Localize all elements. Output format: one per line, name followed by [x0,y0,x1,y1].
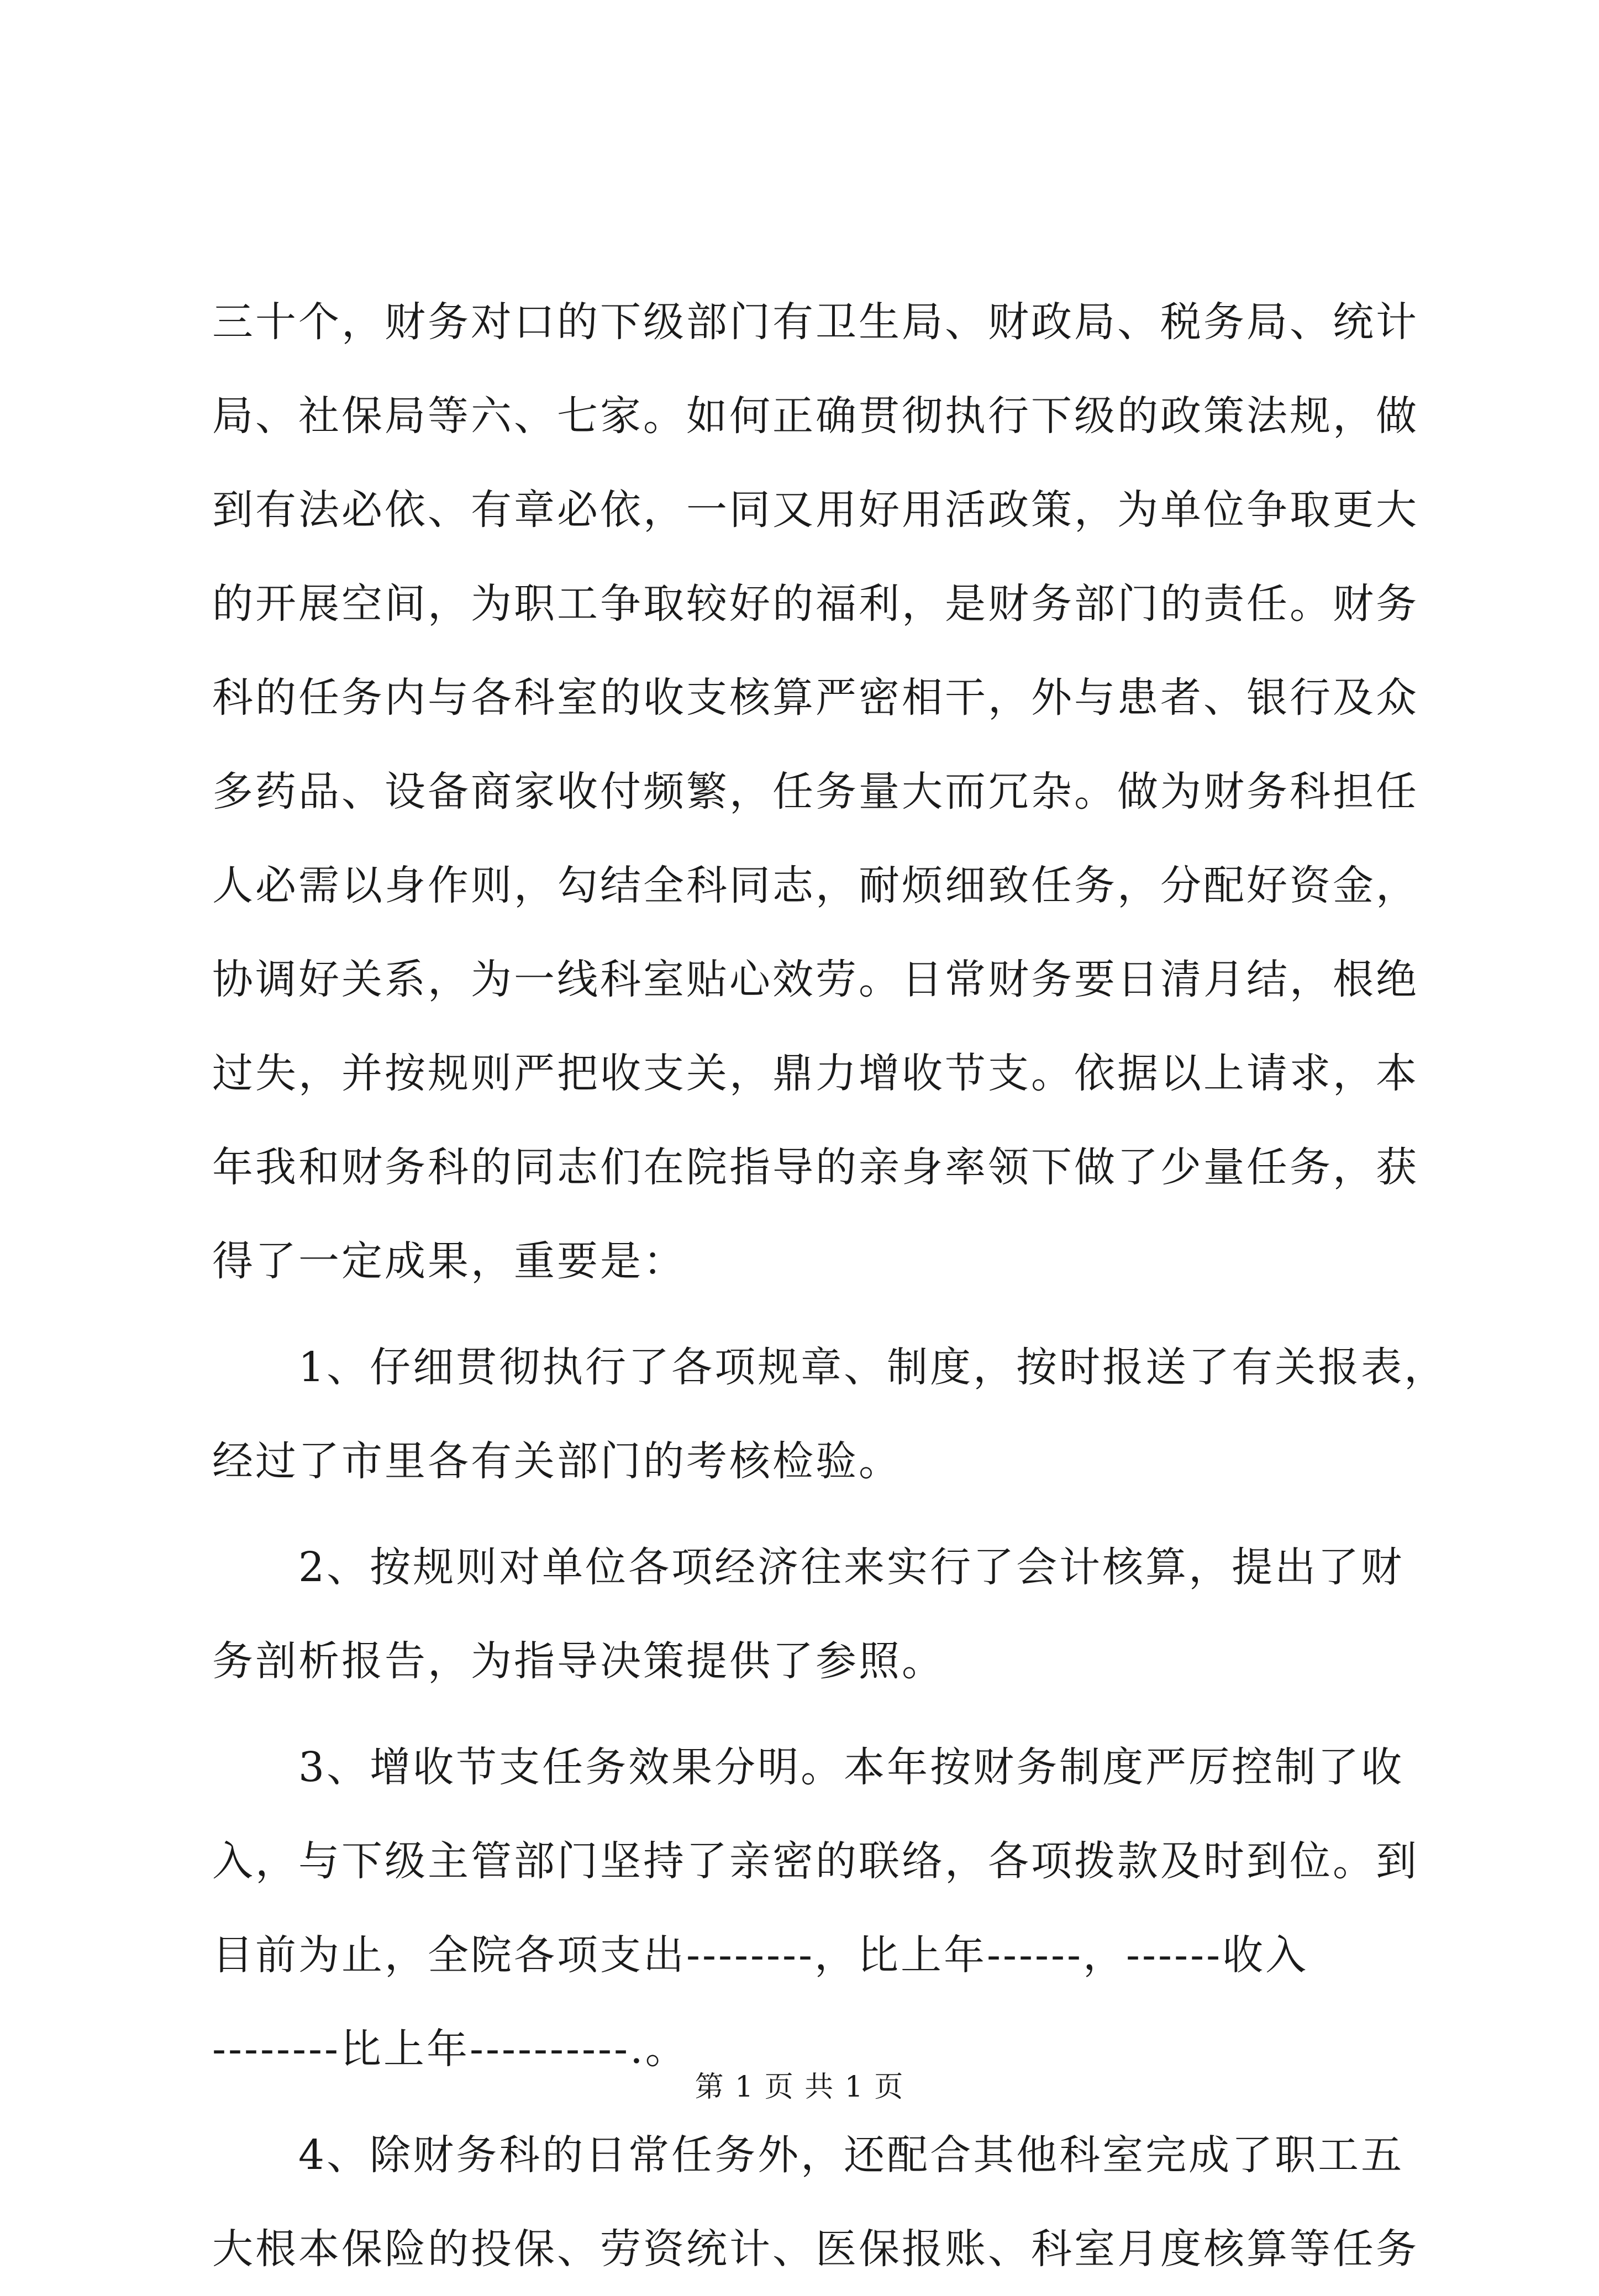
text-line: 经过了市里各有关部门的考核检验。 [212,1437,902,1485]
text-line: 多药品、设备商家收付频繁，任务量大而冗杂。做为财务科担任 [212,768,1419,815]
text-line: 过失，并按规则严把收支关，鼎力增收节支。依据以上请求，本 [212,1050,1419,1097]
text-line: 2、按规则对单位各项经济往来实行了会计核算，提出了财 [212,1544,1405,1591]
text-line: 3、增收节支任务效果分明。本年按财务制度严厉控制了收 [212,1744,1405,1791]
text-line: 人必需以身作则，勾结全科同志，耐烦细致任务，分配好资金， [212,862,1419,909]
text-line: 科的任务内与各科室的收支核算严密相干，外与患者、银行及众 [212,674,1419,722]
text-line: 三十个，财务对口的下级部门有卫生局、财政局、税务局、统计 [212,298,1419,346]
text-line: --------比上年----------.。 [212,2025,688,2073]
text-line: 入，与下级主管部门坚持了亲密的联络，各项拨款及时到位。到 [212,1837,1419,1885]
page-number-footer: 第 1 页 共 1 页 [695,2071,904,2104]
text-line: 目前为止，全院各项支出--------，比上年------，------收入 [212,1931,1309,1979]
text-line: 协调好关系，为一线科室贴心效劳。日常财务要日清月结，根绝 [212,956,1419,1003]
text-line: 的开展空间，为职工争取较好的福利，是财务部门的责任。财务 [212,580,1419,628]
text-line: 1、仔细贯彻执行了各项规章、制度，按时报送了有关报表， [212,1344,1448,1391]
text-line: 大根本保险的投保、劳资统计、医保报账、科室月度核算等任务 [212,2225,1419,2273]
text-line: 4、除财务科的日常任务外，还配合其他科室完成了职工五 [212,2131,1405,2179]
text-line: 得了一定成果，重要是： [212,1237,686,1285]
text-line: 局、社保局等六、七家。如何正确贯彻执行下级的政策法规，做 [212,392,1419,440]
text-line: 年我和财务科的同志们在院指导的亲身率领下做了少量任务，获 [212,1144,1419,1191]
text-line: 务剖析报告，为指导决策提供了参照。 [212,1637,945,1685]
body-text [212,275,1448,2296]
text-line: 到有法必依、有章必依，一同又用好用活政策，为单位争取更大 [212,486,1419,534]
